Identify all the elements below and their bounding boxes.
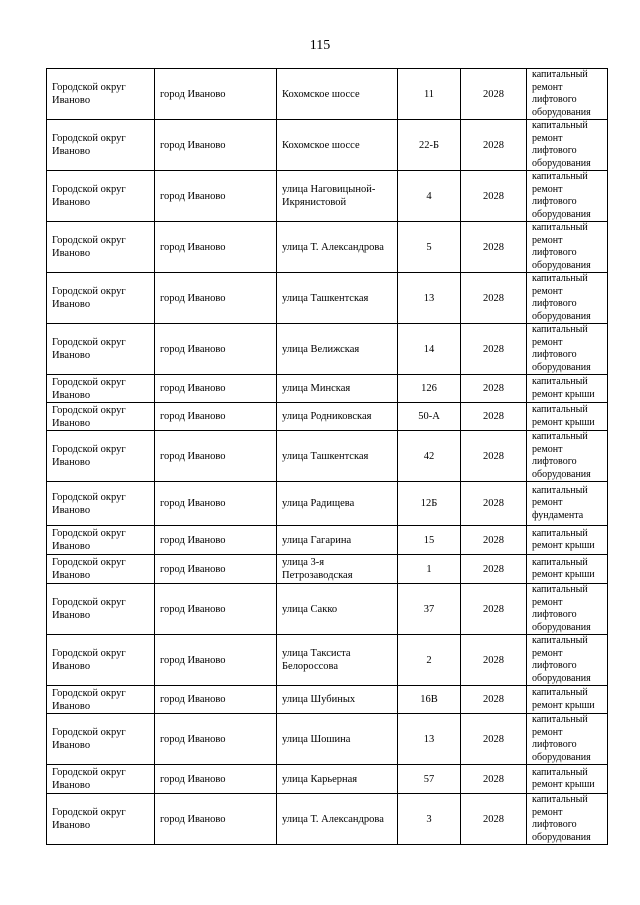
table-row [47,273,608,324]
cell-city: город Иваново [155,120,277,171]
cell-work-type: капитальный ремонт лифтового оборудования [527,324,608,375]
cell-district: Городской округ Иваново [47,324,155,375]
cell-city: город Иваново [155,686,277,714]
cell-year: 2028 [461,765,527,794]
cell-city: город Иваново [155,584,277,635]
cell-year: 2028 [461,324,527,375]
cell-year: 2028 [461,555,527,584]
cell-year: 2028 [461,686,527,714]
cell-city: город Иваново [155,482,277,526]
cell-street: улица Велижская [277,324,398,375]
table-row [47,403,608,431]
cell-house: 11 [398,69,461,120]
cell-work-type: капитальный ремонт лифтового оборудования [527,794,608,845]
cell-work-type: капитальный ремонт крыши [527,686,608,714]
cell-district: Городской округ Иваново [47,555,155,584]
cell-city: город Иваново [155,794,277,845]
table-row [47,635,608,686]
cell-street: улица Шошина [277,714,398,765]
cell-district: Городской округ Иваново [47,635,155,686]
table-row [47,324,608,375]
cell-year: 2028 [461,120,527,171]
cell-district: Городской округ Иваново [47,120,155,171]
cell-year: 2028 [461,431,527,482]
table-row [47,222,608,273]
cell-house: 57 [398,765,461,794]
cell-city: город Иваново [155,526,277,555]
cell-work-type: капитальный ремонт крыши [527,555,608,584]
cell-city: город Иваново [155,403,277,431]
cell-street: улица Гагарина [277,526,398,555]
cell-year: 2028 [461,273,527,324]
cell-street: улица Ташкентская [277,431,398,482]
cell-year: 2028 [461,714,527,765]
cell-year: 2028 [461,794,527,845]
cell-street: улица Т. Александрова [277,794,398,845]
table-row [47,69,608,120]
cell-year: 2028 [461,222,527,273]
cell-house: 37 [398,584,461,635]
cell-street: Кохомское шоссе [277,69,398,120]
cell-house: 22-Б [398,120,461,171]
cell-district: Городской округ Иваново [47,526,155,555]
table-row [47,794,608,845]
cell-district: Городской округ Иваново [47,431,155,482]
cell-house: 13 [398,714,461,765]
cell-district: Городской округ Иваново [47,686,155,714]
cell-district: Городской округ Иваново [47,222,155,273]
cell-house: 126 [398,375,461,403]
cell-district: Городской округ Иваново [47,714,155,765]
cell-house: 15 [398,526,461,555]
table-row [47,431,608,482]
cell-city: город Иваново [155,431,277,482]
cell-work-type: капитальный ремонт лифтового оборудования [527,171,608,222]
cell-city: город Иваново [155,714,277,765]
cell-city: город Иваново [155,635,277,686]
cell-district: Городской округ Иваново [47,375,155,403]
cell-district: Городской округ Иваново [47,171,155,222]
cell-city: город Иваново [155,765,277,794]
table-row [47,482,608,526]
cell-street: улица Минская [277,375,398,403]
table-row [47,526,608,555]
cell-year: 2028 [461,482,527,526]
table-row [47,686,608,714]
table-row [47,714,608,765]
table-row [47,120,608,171]
cell-year: 2028 [461,584,527,635]
cell-year: 2028 [461,403,527,431]
cell-house: 1 [398,555,461,584]
cell-house: 50-А [398,403,461,431]
page-number: 115 [309,38,331,53]
cell-house: 14 [398,324,461,375]
cell-street: улица 3-я Петрозаводская [277,555,398,584]
cell-street: улица Наговицыной-Икрянистовой [277,171,398,222]
cell-work-type: капитальный ремонт лифтового оборудования [527,222,608,273]
cell-city: город Иваново [155,555,277,584]
cell-work-type: капитальный ремонт крыши [527,765,608,794]
cell-work-type: капитальный ремонт лифтового оборудования [527,273,608,324]
cell-house: 12Б [398,482,461,526]
cell-year: 2028 [461,375,527,403]
cell-work-type: капитальный ремонт фундамента [527,482,608,526]
cell-street: улица Родниковская [277,403,398,431]
cell-work-type: капитальный ремонт крыши [527,526,608,555]
cell-city: город Иваново [155,222,277,273]
cell-street: улица Карьерная [277,765,398,794]
cell-district: Городской округ Иваново [47,584,155,635]
cell-street: улица Сакко [277,584,398,635]
registry-table-body [47,69,608,845]
cell-city: город Иваново [155,324,277,375]
table-row [47,584,608,635]
cell-work-type: капитальный ремонт лифтового оборудования [527,714,608,765]
cell-house: 2 [398,635,461,686]
cell-year: 2028 [461,526,527,555]
cell-street: улица Шубиных [277,686,398,714]
cell-district: Городской округ Иваново [47,273,155,324]
cell-street: улица Таксиста Белороссова [277,635,398,686]
table-row [47,555,608,584]
cell-city: город Иваново [155,273,277,324]
cell-work-type: капитальный ремонт крыши [527,403,608,431]
cell-work-type: капитальный ремонт лифтового оборудования [527,584,608,635]
cell-street: улица Ташкентская [277,273,398,324]
cell-city: город Иваново [155,171,277,222]
cell-city: город Иваново [155,375,277,403]
cell-work-type: капитальный ремонт лифтового оборудования [527,431,608,482]
cell-district: Городской округ Иваново [47,69,155,120]
cell-street: Кохомское шоссе [277,120,398,171]
cell-city: город Иваново [155,69,277,120]
cell-house: 3 [398,794,461,845]
table-row [47,765,608,794]
cell-house: 42 [398,431,461,482]
cell-year: 2028 [461,635,527,686]
cell-district: Городской округ Иваново [47,482,155,526]
cell-district: Городской округ Иваново [47,794,155,845]
cell-year: 2028 [461,171,527,222]
cell-district: Городской округ Иваново [47,765,155,794]
cell-street: улица Радищева [277,482,398,526]
registry-table [46,68,608,845]
cell-house: 13 [398,273,461,324]
cell-house: 4 [398,171,461,222]
table-row [47,375,608,403]
cell-work-type: капитальный ремонт лифтового оборудования [527,635,608,686]
table-row [47,171,608,222]
cell-year: 2028 [461,69,527,120]
cell-house: 16В [398,686,461,714]
cell-district: Городской округ Иваново [47,403,155,431]
cell-work-type: капитальный ремонт крыши [527,375,608,403]
cell-house: 5 [398,222,461,273]
cell-work-type: капитальный ремонт лифтового оборудования [527,69,608,120]
cell-work-type: капитальный ремонт лифтового оборудования [527,120,608,171]
cell-street: улица Т. Александрова [277,222,398,273]
